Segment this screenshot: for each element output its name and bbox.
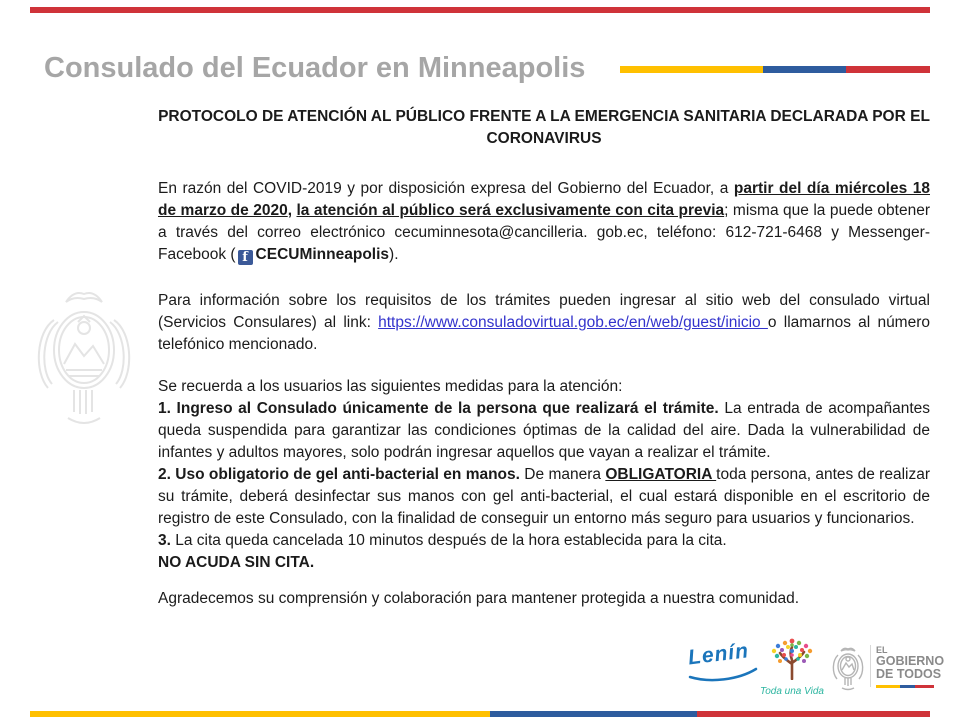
gobierno-flag-line	[876, 685, 934, 688]
gobierno-de-todos-logo	[830, 645, 944, 691]
text-segment: partir del día miércoles 18 de marzo de 2020	[158, 180, 930, 219]
text-segment: ,	[287, 202, 297, 219]
gobierno-line-gobierno: GOBIERNO	[876, 654, 945, 668]
list-item-1	[158, 398, 930, 464]
ecuador-coat-of-arms-watermark	[28, 286, 140, 436]
bottom-bar-blue	[490, 711, 697, 717]
text-segment: toda persona, antes de realizar su trámite, deberá desinfectar sus manos con gel anti-bacterial, el cual estará disponible en el escritorio de registro de este Consulado, con la finalidad de conseguir un entorno más seguro para usuarios y funcionarios.	[158, 466, 930, 527]
text-segment: La entrada de acompañantes queda suspendida para garantizar las condiciones óptimas de la calidad del aire. Dada la vulnerabilidad de infantes y adultos mayores, solo podrán ingresar aquellos que vayan a realizar el trámite.	[158, 400, 930, 461]
page-title: Consulado del Ecuador en Minneapolis	[44, 52, 586, 84]
top-accent-bar	[30, 7, 930, 13]
text-segment: Para información sobre los requisitos de los trámites pueden ingresar al sitio web del consulado virtual (Servicios Consulares) al link:	[158, 292, 930, 331]
toda-una-vida-logo	[760, 634, 824, 698]
facebook-icon: f	[238, 250, 253, 265]
gobierno-logo-text	[876, 645, 944, 688]
flag-line-red	[846, 66, 930, 73]
text-segment: la atención al público será exclusivamente con cita previa	[296, 202, 725, 219]
paragraph-consulado-virtual	[158, 290, 930, 356]
paragraph-se-recuerda: Se recuerda a los usuarios las siguientes medidas para la atención:	[158, 378, 623, 395]
lenin-signature-swoosh-icon	[688, 666, 760, 682]
list-item-3	[158, 530, 930, 552]
no-acuda-sin-cita: NO ACUDA SIN CITA.	[158, 554, 315, 571]
bottom-flag-bar	[30, 711, 930, 717]
gobierno-flag-yellow	[876, 685, 900, 688]
toda-una-vida-tree-icon	[764, 634, 820, 680]
lenin-logo-text: Lenín	[686, 639, 751, 670]
gobierno-flag-blue	[900, 685, 915, 688]
bottom-bar-red	[697, 711, 930, 717]
gobierno-logo-divider	[870, 645, 871, 687]
gobierno-flag-red	[915, 685, 934, 688]
text-segment: CECUMinneapolis	[255, 246, 390, 263]
text-segment: En razón del COVID-2019 y por disposición expresa del Gobierno del Ecuador, a	[158, 180, 734, 197]
gobierno-line-de-todos: DE TODOS	[876, 667, 942, 681]
gobierno-crest-icon	[830, 645, 866, 691]
toda-una-vida-label: Toda una Vida	[760, 686, 824, 697]
document-body	[158, 106, 930, 610]
document-heading: PROTOCOLO DE ATENCIÓN AL PÚBLICO FRENTE A LA EMERGENCIA SANITARIA DECLARADA POR EL CORONAVIRUS	[158, 108, 930, 147]
list-item-2	[158, 464, 930, 530]
text-segment: La cita queda cancelada 10 minutos después de la hora establecida para la cita.	[175, 532, 727, 549]
ecuador-flag-line	[620, 66, 930, 73]
text-segment: 1. Ingreso al Consulado únicamente de la persona que realizará el trámite.	[158, 400, 725, 417]
flag-line-blue	[763, 66, 846, 73]
text-segment: ).	[389, 246, 399, 263]
text-segment: o llamarnos al número telefónico mencionado.	[158, 314, 930, 353]
bottom-bar-yellow	[30, 711, 490, 717]
closing-line: Agradecemos su comprensión y colaboración para mantener protegida a nuestra comunidad.	[158, 590, 800, 607]
gobierno-line-el: EL	[876, 645, 888, 655]
flag-line-yellow	[620, 66, 763, 73]
text-segment: 3.	[158, 532, 176, 549]
text-segment: OBLIGATORIA	[605, 466, 717, 483]
text-segment: ; misma que la puede obtener a través del correo electrónico cecuminnesota@cancilleria. gob.ec, teléfono: 612-721-6468 y Messenger-Facebook (	[158, 202, 931, 263]
text-segment: 2. Uso obligatorio de gel anti-bacterial en manos.	[158, 466, 525, 483]
paragraph-cita-previa	[158, 178, 930, 266]
consulado-virtual-link[interactable]: https://www.consuladovirtual.gob.ec/en/web/guest/inicio	[378, 314, 768, 331]
lenin-logo	[686, 639, 762, 682]
text-segment: De manera	[524, 466, 606, 483]
